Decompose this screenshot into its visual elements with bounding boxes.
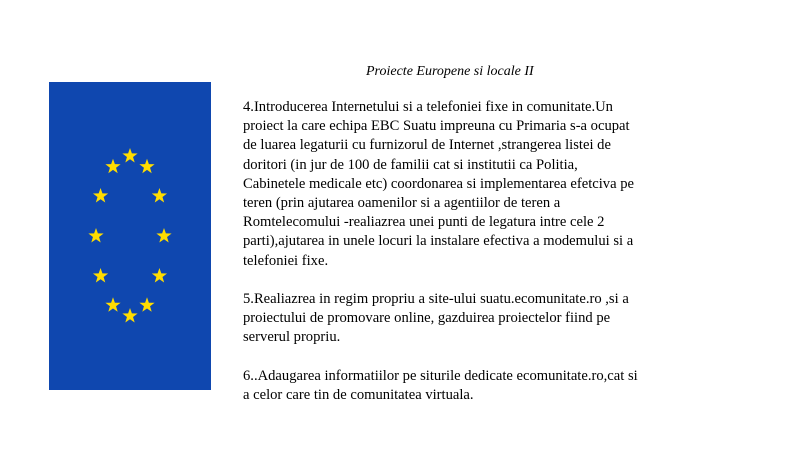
text-line: teren (prin ajutarea oamenilor si a agentiilor de teren a bbox=[243, 194, 561, 211]
paragraph-5 bbox=[243, 290, 683, 348]
eu-star-icon bbox=[139, 159, 154, 173]
text-line: de luarea legaturii cu furnizorul de Internet ,strangerea listei de bbox=[243, 137, 611, 154]
body-text bbox=[243, 98, 683, 424]
text-line: parti),ajutarea in unele locuri la instalare efectiva a modemului si a bbox=[243, 233, 634, 250]
text-line: Romtelecomului -realiazrea unei punti de legatura intre cele 2 bbox=[243, 214, 605, 231]
eu-flag-image bbox=[49, 82, 211, 390]
eu-star-icon bbox=[139, 297, 154, 311]
eu-star-icon bbox=[105, 159, 120, 173]
text-line: 4.Introducerea Internetului si a telefoniei fixe in comunitate.Un bbox=[243, 99, 613, 115]
slide-title: Proiecte Europene si locale II bbox=[366, 64, 534, 79]
eu-star-icon bbox=[93, 268, 108, 282]
text-line: proiect la care echipa EBC Suatu impreuna cu Primaria s-a ocupat bbox=[243, 118, 630, 135]
text-line: proiectului de promovare online, gazduirea proiectelor fiind pe bbox=[243, 310, 611, 327]
eu-star-icon bbox=[152, 268, 167, 282]
text-line: 5.Realiazrea in regim propriu a site-ului suatu.ecomunitate.ro ,si a bbox=[243, 290, 629, 307]
eu-star-icon bbox=[93, 188, 108, 202]
text-line: 6..Adaugarea informatiilor pe siturile dedicate ecomunitate.ro,cat si bbox=[243, 367, 638, 384]
text-line: Cabinetele medicale etc) coordonarea si implementarea efetciva pe bbox=[243, 175, 634, 192]
eu-star-icon bbox=[152, 188, 167, 202]
text-line: doritori (in jur de 100 de familii cat si institutii ca Politia, bbox=[243, 156, 578, 173]
eu-star-icon bbox=[105, 297, 120, 311]
text-line: a celor care tin de comunitatea virtuala. bbox=[243, 386, 474, 403]
paragraph-6 bbox=[243, 367, 683, 405]
text-line: telefoniei fixe. bbox=[243, 252, 329, 269]
eu-flag-graphic bbox=[49, 82, 211, 390]
eu-star-icon bbox=[156, 228, 171, 242]
eu-star-icon bbox=[122, 148, 137, 162]
text-line: serverul propriu. bbox=[243, 329, 341, 346]
paragraph-4 bbox=[243, 98, 683, 271]
eu-star-icon bbox=[122, 308, 137, 322]
eu-star-icon bbox=[88, 228, 103, 242]
